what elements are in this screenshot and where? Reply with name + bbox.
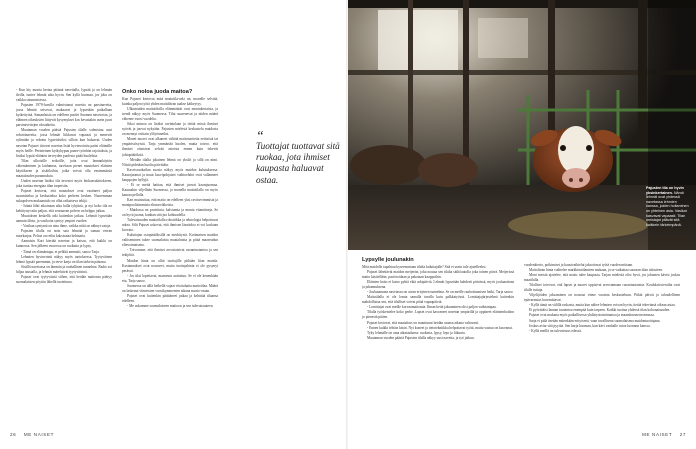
paragraph: Pajuset kertovat, että muutokset ovat vaatineet paljon suunnittelua ja keskustelua koko perheen kesken. Nuoremman sukupolven mukaantulo on ollut ratkaiseva tekijä.	[16, 188, 112, 204]
paragraph: Eläinten hoito ei katso pyhiä eikä arkipäiviä. Lehmät lypsetään kahdesti päivässä, myös jouluaattona ja juhannuksena.	[362, 280, 514, 290]
paragraph: Pajuset kertovat, että maatalous on muuttunut heidän uransa aikana valtavasti.	[367, 320, 480, 325]
paragraph: vuodenkierto, poikimiset ja kausivaihtelut jaksottavat työtä vuoden mittaan.	[524, 263, 634, 267]
paragraph: Pajusten tilalla on noin sata lehmää ja saman verran nuorkarjaa. Peltoa on reilut kaksisataa hehtaaria.	[16, 229, 112, 239]
paragraph: Pajuset lähettävät maidon meijeriin, joka noutaa sen tilalta säiliöautolla joka toinen päivä. Meijerissä maito käsitellään, pastöroidaan ja pakataan kauppoihin.	[362, 270, 514, 280]
paragraph: Lehmien hyvinvointi näkyy myös tuotoksessa. Tyytyväinen lehmä lypsää paremmin, ja terve karja on tilan tärkein pääoma.	[16, 254, 112, 264]
paragraph: Sisällä navetassa on lämmin ja rauhallinen tunnelma. Radio soi hiljaa taustalla, ja lehmät märehtivät tyytyväisinä.	[16, 264, 112, 274]
paragraph: Maidon hinta on ollut tuottajille pitkään liian matala. Kustannukset ovat nousseet, mutta tuottajahinta ei ole pysynyt perässä.	[122, 258, 218, 273]
right-column-2	[524, 263, 680, 334]
paragraph: Suomessa on tällä hetkellä vajaat viisituhatta maitotilaa. Määrä on laskenut viimeisten vuosikymmenten aikana murto-osaan.	[122, 283, 218, 293]
paragraph: - Lomittajat ovat meille korvaamattomia. Ilman heitä jaksaminen olisi paljon vaikeampaa.	[367, 305, 497, 310]
paragraph: Pajuset ovat kuitenkin päättäneet jatkaa ja kehittää tilaansa edelleen.	[122, 293, 218, 303]
paragraph: Kuluttajan ostopäätöksillä on merkitystä. Kotimaisen maidon valitseminen tukee suomalaista maataloutta ja pitää maaseudun elinvoimaisena.	[122, 233, 218, 248]
paragraph: Maitotilalla ei ole lomia samalla tavalla kuin palkkatyössä. Lomittajajärjestelmä kuitenkin mahdollistaa sen, että tilalliset voivat pitää vapaapäiviä.	[362, 295, 514, 305]
paragraph: Muutaman vuoden päästä Pajusten tilalle valmistuu uusi robottinavetta, jossa lehmät liikkuvat vapaasti ja menevät sylimään ja robotin lypsettäviksi silloin kun haluavat. Uuden navetan Pajuset tiirovat navetan lisää hyvinvointia paitsi eläimille myös heille. Perinteinen kytkyhypuu panee työnhön rajoituksia, ja lisäksi lypsät eläinten terveyden puolesta pitää huolehtia.	[16, 128, 112, 158]
paragraph: - Maidossa on proteiinia, kalsiumia ja monia vitamiineja. Se on hyvä juoma, kunhan sitä juo kohtuudella.	[122, 208, 218, 218]
paragraph: Muutoksen keskellä arki kuitenkin jatkuu. Lehmät lypsetään aamuin illoin, ja vasikoita syntyy ympäri vuoden.	[16, 214, 112, 224]
paragraph: Tilalliset toivovat, että lapset ja nuoret oppisivat arvostamaan ruoantuotantoa. Koululaisvierailut ovat tilalle tuttuja.	[524, 283, 680, 293]
right-column-1	[362, 256, 514, 341]
pull-quote	[256, 129, 340, 186]
paragraph: Ei pyörittäisi lannan tuotantoa enempää kuin tarpeen. Kaikki tuottaa yhdessä tilan kokonaisuuden.	[529, 308, 671, 313]
barn-cow-photo	[348, 0, 696, 250]
paragraph: Uuden navetan lisäksi tila investoi myös biokaasulaitokseen, joka tuottaa energiaa tilan tarpeisiin.	[16, 178, 112, 188]
paragraph: - Jouluaamuna navetassa on aivan erityinen tunnelma. Se on meille rauhoittumisen hetki, Tarja sanoo.	[367, 290, 514, 295]
paragraph: - Tämä on elämäntapa, ei pelkkä ammatti, sanoo Tarja.	[21, 249, 100, 254]
paragraph: Maitolitran hinta vaihtelee markkinatilanteen mukaan, ja se vaikuttaa suoraan tilan talouteen.	[529, 268, 663, 273]
paragraph: Tilalla työskentelee koko perhe. Lapset ovat kasvaneet navetan ympärillä ja oppineet eläintenhoidon jo pienestä pitäen.	[362, 310, 514, 320]
left-folio	[10, 432, 54, 437]
paragraph: Viljelijöiden jaksaminen on noussut viime vuosina keskusteluun. Pitkät päivät ja taloudellinen epävarmuus kuormittavat.	[524, 293, 680, 303]
paragraph: - Vasikan syntymä on aina ihme, vaikka niitä on nähnyt satoja.	[21, 224, 111, 229]
paragraph: - Kun kiy monta kertaa pitämä navettalla, lypsää ja on lehmän tleilla, tuntee lehmät aika hyvin. Sen kyllä huomaa, jos joku on vaikka satunnaisessa.	[16, 88, 112, 103]
paragraph: - Kyllä tämä on välillä raskasta, mutta kun näkee lehmien voivan hyvin, tietää tekevänsä oikeaa asiaa.	[529, 303, 676, 308]
paragraph: Ulkomaiden maitotiloilla eläinmäärät ovat moninkertaisia, ja trendi näkyy myös Suomessa. Tilat suurenevat ja niiden määrä vähenee vuosi vuodelta.	[122, 107, 218, 122]
paragraph: - Meidän tilalla jokainen lehmä on yksilö ja sillä on nimi. Niistä pidetään huolta päivittäin.	[122, 157, 218, 167]
paragraph: - Ei se meitä haittaa, että ihmiset juovat kaurajuomaa. Kauraakin viljellään Suomessa, ja monella maitotilalla on myös kauraa pellolla.	[122, 182, 218, 197]
paragraph: Sarja ei pidä itseään mitenkään erityisenä, vaan tavallisena suomalaisena maidontuottajana.	[529, 318, 661, 323]
right-folio	[642, 432, 686, 437]
paragraph: - Me uskomme suomalaiseen maitoon ja sen tulevaisuuteen.	[127, 303, 214, 308]
paragraph: Pajusten 1970-luvulla valmistunut navetta on parsinavetta, jossa lehmät seisovat, makaavat ja lypsetään paikallaan kytkettyinä. Samanlaisia on edelleen puolet Suomen navetoista, ja eläimen oikeuksien liittyvät kysymykset kos kevattakin usein juuri parsinavettojen olosuhteita.	[16, 103, 112, 128]
paragraph: - Toivomme, että ihmiset arvostaisivat ruoantuotantoa ja sen tekijöitä.	[122, 248, 218, 258]
caption-lead: Pajusten tila on hyvin yksinkertainen.	[646, 186, 684, 195]
paragraph: - Kyllä meillä on tulevaisuus edessä.	[529, 328, 582, 333]
paragraph: Pajuset ovat mukana myös paikallisessa yhdistystoiminnassa ja maatalousneuvonnassa.	[529, 313, 655, 318]
paragraph: Mitä maidolle tapahtuu kyseenomaan tilalta kuluttajalle? Sitä ei usein tule ajatelleeksi.	[362, 265, 487, 269]
paragraph: Monet nuoret ovat alkaneet välttää maitotuotteita eettisistä tai ympäristösyistä. Tarja ymmärtää huolen, mutta toivoo, että ihmiset ottaisivat selvää asioista ennen kuin tekevät johtopäätöksiä.	[122, 137, 218, 157]
magazine-name: ME NAISET	[642, 432, 673, 437]
paragraph: Moni meistä ajattelee, että maito tulee kaupasta. Tarjan mielestä olisi hyvä, jos jokainen kävisi joskus maatilalla.	[524, 273, 680, 283]
left-column-1	[16, 88, 112, 285]
paragraph: Aamuisin Kari kiertää navetan ja katsoo, että kaikki on kunnossa. Sen jälkeen vuorossa on ruokinta ja lypsy.	[16, 239, 112, 249]
paragraph: Kari muistuttaa, että maito on edelleen yksi ravitsevimmista ja monipuolisimmista elintarvikkeista.	[122, 197, 218, 207]
right-page	[348, 0, 696, 449]
paragraph: Joskus aviar sitä pyytää. Sen harja huomaa, kun kävi vanhalle ostoa luonnon kanssa.	[529, 323, 651, 328]
section-heading-joulu: Lypsylle joulunakin	[362, 257, 414, 263]
paragraph: Kasvisruokailun suosio näkyy myös maidon kulutuksessa. Kaurajuomat ja muut kasvipohjaiset vaihtoehdot ovat vallanneet kauppojen hyllyjä.	[122, 167, 218, 182]
paragraph: Tulevaisuuden maitotilalla robotiikka ja teknologia helpottavat arkea. Silti Pajuset uskovat, että ihmisen läsnäoloa ei voi koskaan korvata.	[122, 218, 218, 233]
paragraph: - Isäntä lähti aikoinaan aika lailla tyhjästä, ja nyt koko tila on kehittynyt niin paljon, että seuraavan polven on helppo jatkaa.	[16, 204, 112, 214]
paragraph: - Jos tilat lopettavat, maaseutu autioituu. Se ei ole kenenkään etu, Tarja sanoo.	[122, 273, 218, 283]
pull-quote-text: Tuottajat tuottavat sitä ruokaa, jota ihmiset kaupasta haluavat ostaa.	[256, 141, 340, 185]
barn-photo-illustration	[348, 0, 696, 250]
paragraph: Pajuset ovat tyytyväisiä siihen, että heidän maitonsa päätyy suomalaisten pöytiin lähellä tuotettuna.	[16, 274, 112, 284]
magazine-name: ME NAISET	[23, 432, 54, 437]
paragraph: - Ennen kaikki tehtiin käsin. Nyt koneet ja tietotekniikka helpottavat työtä, mutta vastuu on kasvanut.	[367, 325, 513, 330]
left-column-2	[122, 88, 218, 309]
section-heading-maito: Onko noloa juoda maitoa?	[122, 89, 193, 95]
paragraph: Kun Pajuset kertovat mitä maitotila-arki on, monelle selviää, kuinka paljon työtä yhden maitolitran taakse kätkeytyy.	[122, 97, 218, 107]
paragraph: Tyky lehmälle on oma aikataulunsa: ruokinta, lypsy, lepo ja liikunta.	[367, 330, 466, 335]
quote-mark-icon: “	[256, 129, 264, 144]
paragraph: Muutaman vuoden päästä Pajusten tilalla näkyy uusi navetta, ja työ jatkuu.	[367, 335, 475, 340]
paragraph: Sikoi mimoa on lisäksi ravintolaan ja tietää missä ihmiset syövät ja juovat nykyään. Pajusten mielestä keskustelu maidosta on mennyt osittain ylilyönneiksi.	[122, 122, 218, 137]
page-number: 27	[679, 432, 686, 437]
page-number: 26	[10, 432, 17, 437]
caption-text: Nämä lehmät ovat yhdessä navetassa lehmien kanssa, joiden hoitaminen on yhteinen asia. Vasikat kasvavat vapaasti. Tilan omistajat pitävät sitä kaikkein tärkeimpänä.	[646, 190, 689, 227]
photo-caption	[646, 186, 690, 227]
paragraph: Tilan ulkoisille seikoille, joita ovat lannankäytön vähentäminen ja laidunnus, tarvitaan pienet muutokset eläinten käytökseen ja sisätiloihin, jotka voivat olla ensimmäisiä maatalouden parannuksia.	[16, 158, 112, 178]
